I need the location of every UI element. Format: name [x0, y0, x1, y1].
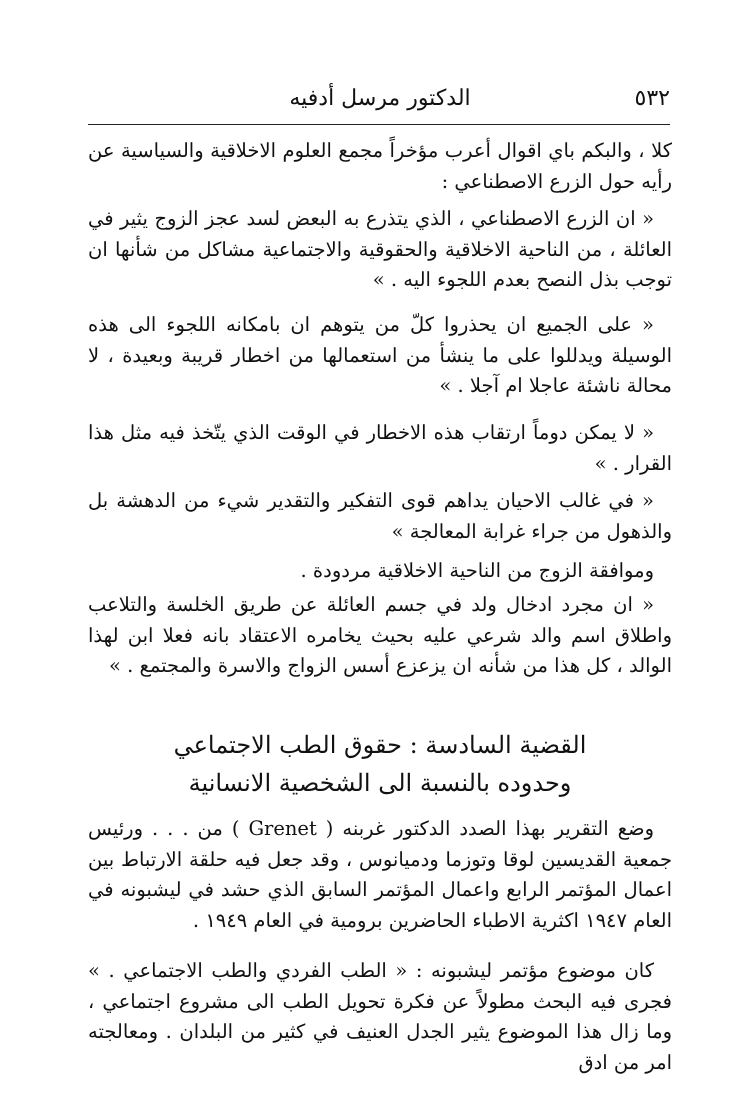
paragraph-text: وضع التقرير بهذا الصدد الدكتور غربنه ( Grenet ) من . . . ورئيس جمعية القديسين لوقا وتوزما ودميانوس ، وقد جعل فيه حلقة الارتباط بين اعمال المؤتمر الرابع واعمال المؤتمر السابق الذي حشد في ليشبونه في العام ١٩٤٧ اكثرية الاطباء الحاضرين برومية في العام ١٩٤٩ . — [88, 817, 672, 932]
paragraph-text: « لا يمكن دوماً ارتقاب هذه الاخطار في الوقت الذي يتّخذ فيه مثل هذا القرار . » — [88, 421, 672, 475]
page-number: ٥٣٢ — [634, 86, 670, 111]
section-heading-line: وحدوده بالنسبة الى الشخصية الانسانية — [188, 769, 572, 797]
paragraph-text: كان موضوع مؤتمر ليشبونه : « الطب الفردي والطب الاجتماعي . » فجرى فيه البحث مطولاً عن فكرة تحويل الطب الى مشروع اجتماعي ، وما زال هذا الموضوع يثير الجدل العنيف في كثير من البلدان . ومعالجته امر من ادق — [88, 959, 672, 1074]
quoted-paragraph — [88, 590, 672, 682]
section-heading-line: القضية السادسة : حقوق الطب الاجتماعي — [173, 731, 587, 759]
running-title: الدكتور مرسل أدفيه — [289, 86, 471, 111]
paragraph — [88, 136, 672, 197]
paragraph-text: كلا ، والبكم باي اقوال أعرب مؤخراً مجمع العلوم الاخلاقية والسياسية عن رأيه حول الزرع الاصطناعي : — [88, 139, 672, 193]
paragraph — [88, 814, 672, 936]
page-header — [90, 86, 670, 120]
paragraph — [88, 556, 672, 587]
quoted-paragraph — [88, 486, 672, 547]
paragraph-text: « على الجميع ان يحذروا كلّ من يتوهم ان بامكانه اللجوء الى هذه الوسيلة ويدللوا على ما ينشأ من استعمالها من اخطار قريبة وبعيدة ، لا محالة ناشئة عاجلا ام آجلا . » — [88, 313, 672, 397]
quoted-paragraph — [88, 310, 672, 402]
paragraph-text: « في غالب الاحيان يداهم قوى التفكير والتقدير شيء من الدهشة بل والذهول من جراء غرابة المعالجة » — [88, 489, 672, 543]
paragraph-text: وموافقة الزوج من الناحية الاخلاقية مردودة . — [300, 559, 654, 582]
header-rule — [88, 124, 670, 125]
paragraph-text: « ان الزرع الاصطناعي ، الذي يتذرع به البعض لسد عجز الزوج يثير في العائلة ، من الناحية الاخلاقية والحقوقية والاجتماعية مشاكل من شأنها ان توجب بذل النصح بعدم اللجوء اليه . » — [88, 207, 672, 291]
quoted-paragraph — [88, 204, 672, 296]
paragraph — [88, 956, 672, 1078]
section-heading — [88, 726, 672, 802]
paragraph-text: « ان مجرد ادخال ولد في جسم العائلة عن طريق الخلسة والتلاعب واطلاق اسم والد شرعي عليه بحيث يخامره الاعتقاد بانه فعلا ابن لهذا الوالد ، كل هذا من شأنه ان يزعزع أسس الزواج والاسرة والمجتمع . » — [88, 593, 672, 677]
quoted-paragraph — [88, 418, 672, 479]
